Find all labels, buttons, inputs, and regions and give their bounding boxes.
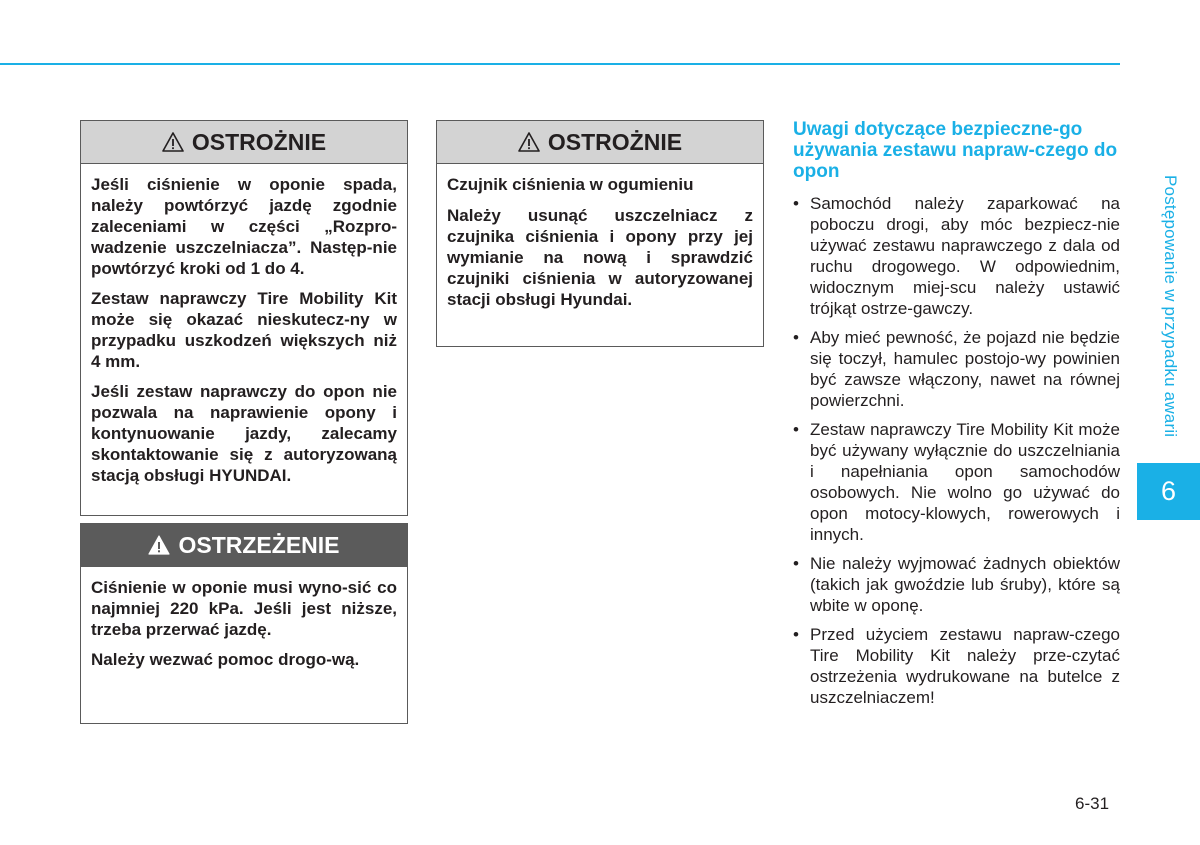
caution-paragraph: Jeśli ciśnienie w oponie spada, należy powtórzyć jazdę zgodnie zaleceniami w części „Rozpro-wadzenie uszczelniacza”. Następ-nie powtórzyć kroki od 1 do 4. <box>91 175 397 278</box>
caution-box-body <box>437 164 763 320</box>
list-item: • Zestaw naprawczy Tire Mobility Kit może być używany wyłącznie do uszczelniania i napełniania opon samochodów osobowych. Nie wolno go używać do opon motocy-klowych, rowerowych i innych. <box>788 419 1120 545</box>
caution-paragraph: Zestaw naprawczy Tire Mobility Kit może się okazać nieskutecz-ny w przypadku uszkodzeń większych niż 4 mm. <box>91 289 397 371</box>
chapter-side-label: Postępowanie w przypadku awarii <box>1161 175 1180 438</box>
caution-triangle-icon <box>162 132 184 152</box>
caution-subtitle: Czujnik ciśnienia w ogumieniu <box>447 175 694 194</box>
list-item: • Przed użyciem zestawu napraw-czego Tire Mobility Kit należy prze-czytać ostrzeżenia wydrukowane na butelce z uszczelniaczem! <box>788 624 1120 708</box>
caution-box-header <box>437 121 763 164</box>
warning-box <box>80 523 408 724</box>
warning-box-title: OSTRZEŻENIE <box>178 531 340 558</box>
warning-box-body <box>81 567 407 680</box>
caution-box-header <box>81 121 407 164</box>
caution-triangle-icon <box>518 132 540 152</box>
warning-paragraph: Ciśnienie w oponie musi wyno-sić co najmniej 220 kPa. Jeśli jest niższe, trzeba przerwać jazdę. <box>91 578 397 639</box>
top-accent-rule <box>0 63 1120 65</box>
chapter-number-tab: 6 <box>1137 463 1200 520</box>
caution-paragraph: Jeśli zestaw naprawczy do opon nie pozwala na naprawienie opony i kontynuowanie jazdy, zalecamy skontaktowanie się z autoryzowaną stacją obsługi HYUNDAI. <box>91 382 397 485</box>
caution-box-body <box>81 164 407 496</box>
section-title: Uwagi dotyczące bezpieczne-go używania zestawu napraw-czego do opon <box>793 119 1118 182</box>
caution-box-2 <box>436 120 764 347</box>
caution-box-1 <box>80 120 408 516</box>
bullet-list <box>788 193 1120 716</box>
warning-paragraph: Należy wezwać pomoc drogo-wą. <box>91 650 360 669</box>
list-item: • Samochód należy zaparkować na poboczu drogi, aby móc bezpiecz-nie używać zestawu naprawczego z dala od ruchu drogowego. W odpowiednim, widocznym miej-scu należy ustawić trójkąt ostrze-gawczy. <box>788 193 1120 319</box>
caution-box-title: OSTROŻNIE <box>191 128 327 155</box>
warning-box-header <box>81 524 407 567</box>
list-item: • Aby mieć pewność, że pojazd nie będzie się toczył, hamulec postojo-wy powinien być zawsze włączony, nawet na równej powierzchni. <box>788 327 1120 411</box>
page-number: 6-31 <box>1075 794 1110 813</box>
caution-paragraph: Należy usunąć uszczelniacz z czujnika ciśnienia i opony przy jej wymianie na nową i sprawdzić czujniki ciśnienia w autoryzowanej stacji obsługi Hyundai. <box>447 206 753 309</box>
caution-box-title: OSTROŻNIE <box>547 128 683 155</box>
list-item: • Nie należy wyjmować żadnych obiektów (takich jak gwoździe lub śruby), które są wbite w oponę. <box>788 553 1120 616</box>
warning-triangle-icon <box>148 535 170 555</box>
